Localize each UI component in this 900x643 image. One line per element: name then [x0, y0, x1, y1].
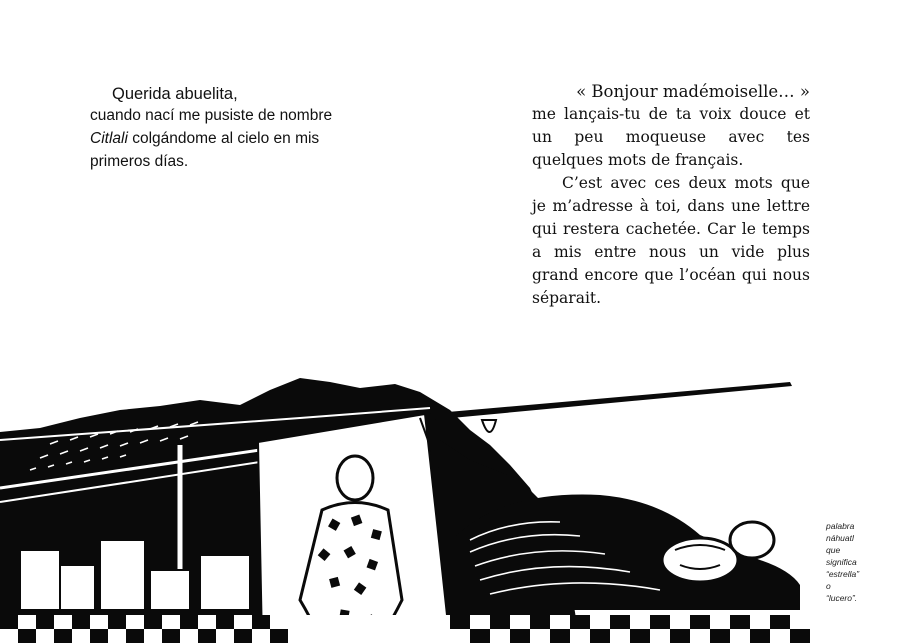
footnote-line: que: [826, 545, 841, 555]
french-paragraph-2: C’est avec ces deux mots que je m’adresse à toi, dans une lettre qui restera cachetée. Car le temps a mis entre nous un vide plus grand encore que l’océan qui nous séparait.: [532, 174, 810, 307]
footnote-line: o: [826, 581, 831, 591]
footnote-line: “estrella”: [826, 569, 860, 579]
footnote: [826, 520, 882, 604]
french-letter-text: [532, 80, 810, 310]
spanish-line-2: colgándome al cielo en mis: [127, 130, 320, 147]
bonjour-quote: « Bonjour madémoiselle… »: [576, 82, 810, 101]
footnote-line: náhuatl: [826, 533, 854, 543]
footnote-line: palabra: [826, 521, 855, 531]
salutation: Querida abuelita,: [112, 85, 238, 103]
french-paragraph-1: me lançais-tu de ta voix douce et un peu moqueuse avec tes quelques mots de français.: [532, 105, 810, 169]
footnote-line: significa: [826, 557, 857, 567]
woodcut-illustration: [0, 370, 812, 643]
spanish-line-1: cuando nací me pusiste de nombre: [90, 107, 333, 124]
name-citlali: Citlali: [90, 130, 128, 147]
spanish-letter-text: [90, 83, 356, 173]
spanish-paragraph: [90, 104, 356, 173]
spanish-line-3: primeros días.: [90, 153, 189, 170]
checkered-floor: [0, 615, 812, 643]
footnote-line: “lucero”.: [826, 593, 858, 603]
